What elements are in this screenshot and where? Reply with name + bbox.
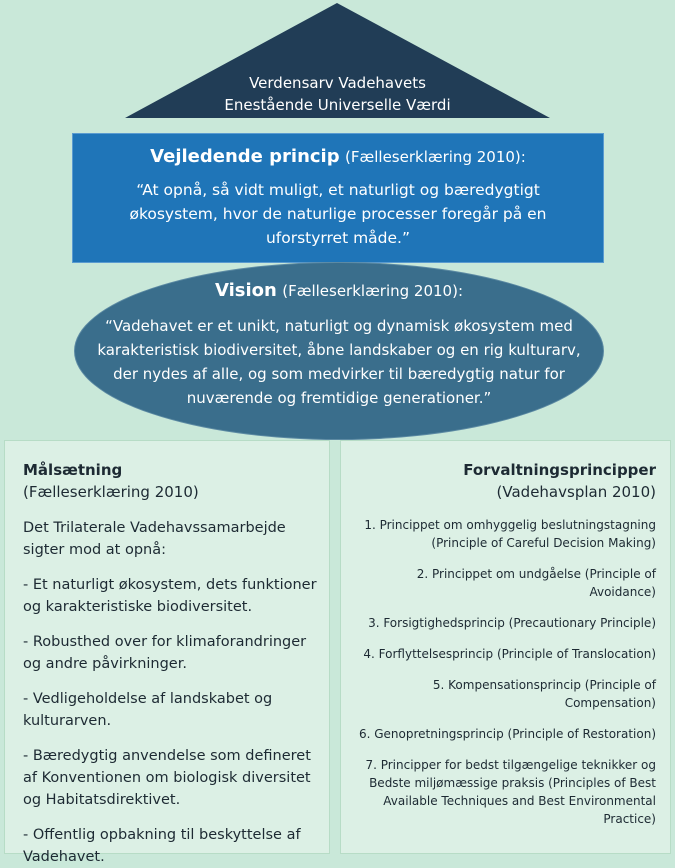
roof-label [150,72,525,116]
guiding-principle-heading [73,145,603,169]
management-principle-item: 2. Princippet om undgåelse (Principle of Avoidance) [416,567,656,599]
management-principle-item: 1. Princippet om omhyggelig beslutningstagning (Principle of Careful Decision Making) [364,518,656,550]
goal-item: - Vedligeholdelse af landskabet og kulturarven. [23,691,273,729]
management-principle-item: 6. Genopretningsprincip (Principle of Restoration) [358,727,656,741]
goals-panel [4,440,330,865]
management-principle-item: 3. Forsigtighedsprincip (Precautionary Principle) [368,616,656,630]
guiding-principle-box [72,133,604,263]
management-panel [340,440,671,854]
management-principles-list [349,516,656,828]
vision-quote: “Vadehavet er et unikt, naturligt og dynamisk økosystem med karakteristisk biodiversitet, åbne landskaber og en rig kulturarv, der nydes af alle, og som medvirker til bæredygtig natur for nuværende og fremtidige generationer.” [97,317,581,407]
roof-line-2: Enestående Universelle Værdi [224,96,451,114]
goals-intro: Det Trilaterale Vadehavssamarbejde sigter mod at opnå: [23,520,286,558]
guiding-principle-source: (Fælleserklæring 2010): [345,148,526,166]
goals-source: (Fælleserklæring 2010) [23,483,199,501]
goal-item: - Offentlig opbakning til beskyttelse af Vadehavet. [23,827,301,865]
management-title: Forvaltningsprincipper [463,461,656,479]
goal-item: - Bæredygtig anvendelse som defineret af Konventionen om biologisk diversitet og Habitatsdirektivet. [23,748,311,808]
management-source: (Vadehavsplan 2010) [496,483,656,501]
management-principle-item: 4. Forflyttelsesprincip (Principle of Translocation) [363,647,656,661]
vision-heading [74,280,604,302]
guiding-principle-quote: “At opnå, så vidt muligt, et naturligt og bæredygtigt økosystem, hvor de naturlige processer foregår på en uforstyrret måde.” [129,181,547,247]
vision-title: Vision [214,280,277,301]
vision-source: (Fælleserklæring 2010): [282,282,464,300]
goal-item: - Robusthed over for klimaforandringer og andre påvirkninger. [23,634,307,672]
roof-line-1: Verdensarv Vadehavets [249,74,426,92]
goal-item: - Et naturligt økosystem, dets funktioner og karakteristiske biodiversitet. [23,577,317,615]
guiding-principle-title: Vejledende princip [150,146,340,167]
goals-title: Målsætning [23,461,123,479]
management-principle-item: 5. Kompensationsprincip (Principle of Compensation) [432,678,656,710]
management-principle-item: 7. Principper for bedst tilgængelige teknikker og Bedste miljømæssige praksis (Principles of Best Available Techniques and Best Environmental Practice) [365,758,656,826]
